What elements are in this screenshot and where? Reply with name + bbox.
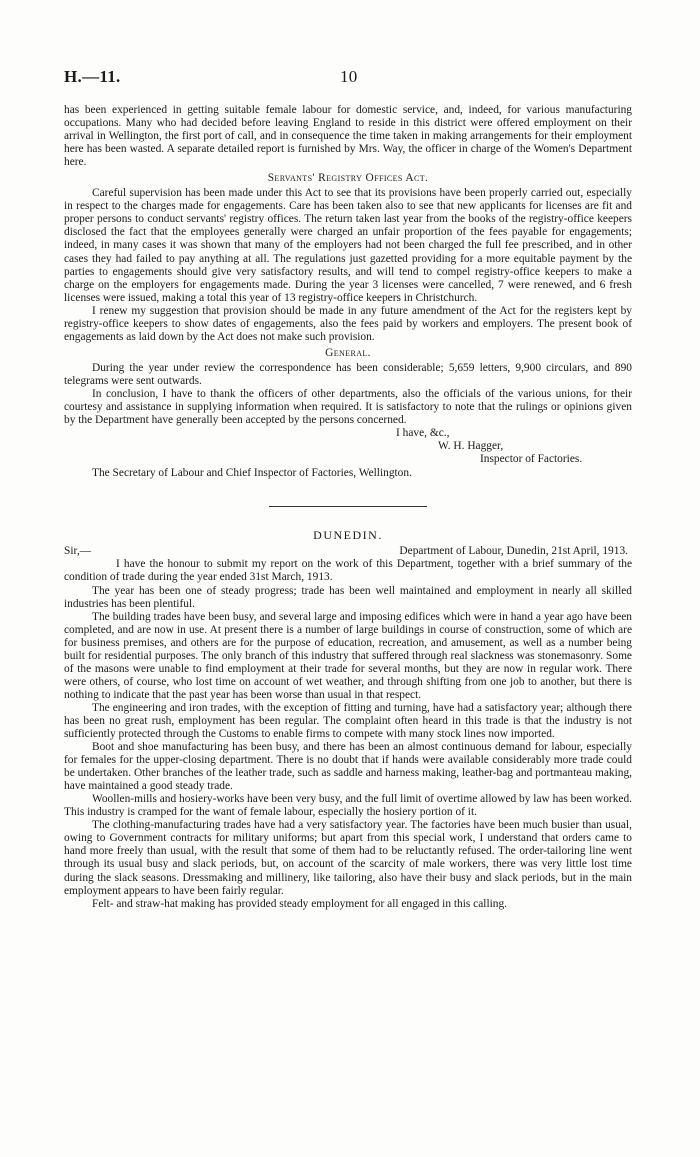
- dunedin-paragraph: The year has been one of steady progress; trade has been well maintained and employment in nearly all skilled industries has been plentiful.: [64, 584, 632, 610]
- dunedin-paragraph: The building trades have been busy, and several large and imposing edifices which were in hand a year ago have been completed, and are now in use. At present there is a number of large buildings in course of construction, some of which are for business premises, and others are for the purpose of education, recreation, and amusement, as well as a number being built for residential purposes. The only branch of this industry that suffered through real slackness was stonemasonry. Some of the masons were unable to find employment at their trade for several months, but they are now in regular work. There were others, of course, who lost time on account of wet weather, and through shifting from one job to another, but there is nothing to indicate that the past year has been worse than usual in that respect.: [64, 610, 632, 701]
- salutation: Sir,—: [64, 545, 92, 558]
- intro-paragraph: has been experienced in getting suitable female labour for domestic service, and, indeed, for various manufacturing occupations. Many who had decided before leaving England to reside in this district were offered employment on their arrival in Wellington, the first port of call, and in consequence the time taken in making arrangements for their employment here has been wasted. A separate detailed report is furnished by Mrs. Way, the officer in charge of the Women's Department here.: [64, 104, 632, 169]
- dunedin-paragraph: Felt- and straw-hat making has provided steady employment for all engaged in this calling.: [92, 897, 508, 910]
- servants-paragraph-2: I renew my suggestion that provision should be made in any future amendment of the Act for the registers kept by registry-office keepers to show dates of engagements, also the fees paid by workers and employers. The present book of engagements as laid down by the Act does not make such provision.: [64, 304, 632, 343]
- signature-title: Inspector of Factories.: [480, 453, 583, 466]
- general-paragraph-1: During the year under review the correspondence has been considerable; 5,659 letters, 9,900 circulars, and 890 telegrams were sent outwards.: [64, 361, 632, 387]
- body-text: [64, 104, 632, 911]
- general-heading: General.: [325, 346, 371, 359]
- servants-paragraph-1: Careful supervision has been made under this Act to see that its provisions have been properly carried out, especially in respect to the charges made for engagements. Care has been taken also to see that new applicants for licenses are fit and proper persons to conduct servants' registry offices. The return taken last year from the books of the registry-office keepers disclosed the fact that the employees generally were charged an unfair proportion of the fees payable for engagements; indeed, in many cases it was shown that many of the employers had not been charged the full fee prescribed, and in other cases they had failed to pay anything at all. The regulations just gazetted providing for a more equitable payment by the parties to engagements should give very satisfactory results, and will tend to compel registry-office keepers to make a charge on the employers for engagements made. During the year 3 licenses were cancelled, 7 were renewed, and 6 fresh licenses were issued, making a total this year of 13 registry-office keepers in Christchurch.: [64, 187, 632, 304]
- report-reference: H.—11.: [64, 67, 121, 86]
- department-address: Department of Labour, Dunedin, 21st April, 1913.: [399, 545, 628, 558]
- signature-name: W. H. Hagger,: [438, 440, 504, 453]
- general-paragraph-2: In conclusion, I have to thank the officers of other departments, also the officials of the various unions, for their courtesy and assistance in supplying information when required. It is satisfactory to note that the rulings or opinions given by the Department have generally been accepted by the persons concerned.: [64, 387, 632, 427]
- addressee-line: The Secretary of Labour and Chief Inspector of Factories, Wellington.: [92, 467, 412, 480]
- dunedin-paragraph: The clothing-manufacturing trades have had a very satisfactory year. The factories have been much busier than usual, owing to Government contracts for military uniforms; but apart from this special work, I understand that orders came to hand more freely than usual, with the result that some of them had to be reluctantly refused. The order-tailoring line went through its usual busy and slack periods, but, on account of the scarcity of male workers, there was very little lost time during the slack seasons. Dressmaking and millinery, like tailoring, also have their busy and slack periods, but in the main employment appears to have been fairly regular.: [64, 819, 632, 897]
- dunedin-heading: DUNEDIN.: [313, 528, 383, 543]
- dunedin-paragraph: Boot and shoe manufacturing has been busy, and there has been an almost continuous demand for labour, especially for females for the upper-closing department. There is no doubt that if hands were available considerably more trade could be undertaken. Other branches of the leather trade, such as saddle and harness making, leather-bag and portmanteau making, have maintained a good steady trade.: [64, 741, 632, 793]
- servants-registry-heading: Servants' Registry Offices Act.: [267, 172, 429, 185]
- salutation-line: [64, 545, 632, 558]
- section-divider: [269, 506, 427, 507]
- dunedin-paragraph: The engineering and iron trades, with the exception of fitting and turning, have had a satisfactory year; although there has been no great rush, employment has been regular. The complaint often heard in this trade is that the industry is not sufficiently protected through the Customs to enable firms to compete with many stock lines now imported.: [64, 701, 632, 741]
- signature-closing: I have, &c.,: [396, 427, 450, 440]
- page-number: 10: [340, 67, 358, 86]
- dunedin-intro-paragraph: I have the honour to submit my report on the work of this Department, together with a brief summary of the condition of trade during the year ended 31st March, 1913.: [64, 558, 632, 584]
- dunedin-paragraph: Woollen-mills and hosiery-works have been very busy, and the full limit of overtime allowed by law has been worked. This industry is cramped for the want of female labour, especially the hosiery portion of it.: [64, 793, 632, 819]
